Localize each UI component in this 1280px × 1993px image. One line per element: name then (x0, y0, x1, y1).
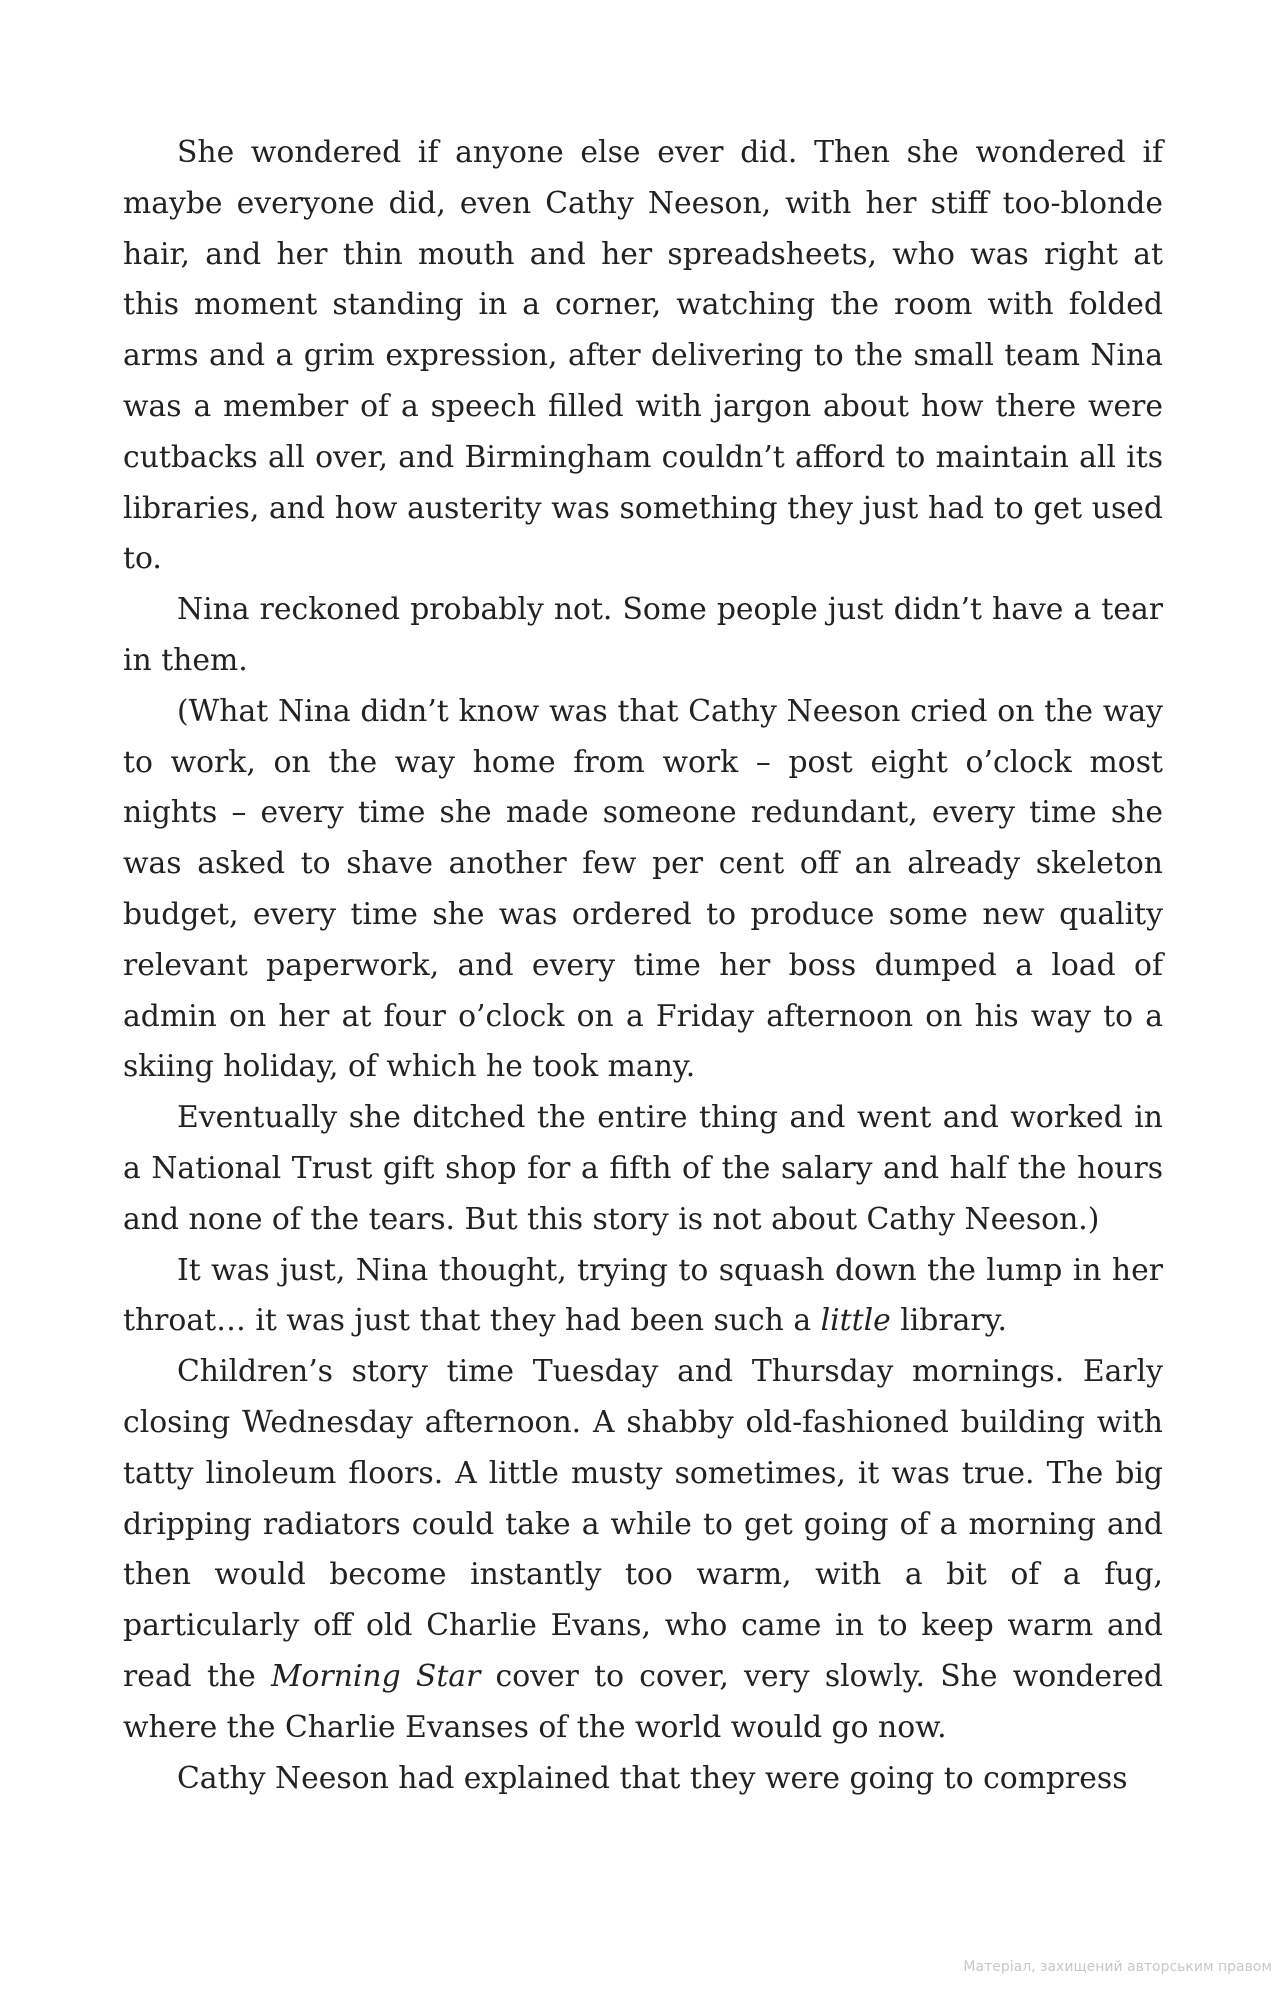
text-run: (What Nina didn’t know was that Cathy Neeson cried on the way to work, on the way home from work – post eight o’clock most nights – every time she made someone redundant, every time she was asked to shave another few per cent off an already skeleton budget, every time she was ordered to produce some new quality relevant paperwork, and every time her boss dumped a load of admin on her at four o’clock on a Friday afternoon on his way to a skiing holiday, of which he took many. (123, 693, 1163, 1085)
text-run: cover to cover, very slowly. She wondered where the Charlie Evanses of the world would go now. (123, 1658, 1163, 1745)
paragraph-7 (123, 1754, 1163, 1805)
paragraph-1 (123, 128, 1163, 585)
paragraph-3 (123, 687, 1163, 1093)
text-run: Eventually she ditched the entire thing and went and worked in a National Trust gift shop for a fifth of the salary and half the hours and none of the tears. But this story is not about Cathy Neeson.) (123, 1100, 1163, 1237)
paragraph-5 (123, 1246, 1163, 1348)
paragraph-4 (123, 1093, 1163, 1245)
paragraph-6 (123, 1347, 1163, 1753)
text-run: Cathy Neeson had explained that they were going to compress (177, 1760, 1128, 1796)
paragraph-2 (123, 585, 1163, 687)
text-run: Children’s story time Tuesday and Thursday mornings. Early closing Wednesday afternoon. A shabby old-fashioned building with tatty linoleum floors. A little musty sometimes, it was true. The big dripping radiators could take a while to get going of a morning and then would become instantly too warm, with a bit of a fug, particularly off old Charlie Evans, who came in to keep warm and read the (123, 1354, 1163, 1694)
italic-text-run: little (820, 1303, 891, 1339)
text-run: It was just, Nina thought, trying to squash down the lump in her throat… it was just that they had been such a (123, 1252, 1163, 1339)
text-run: She wondered if anyone else ever did. Then she wondered if maybe everyone did, even Cathy Neeson, with her stiff too-blonde hair, and her thin mouth and her spreadsheets, who was right at this moment standing in a corner, watching the room with folded arms and a grim expression, after delivering to the small team Nina was a member of a speech filled with jargon about how there were cutbacks all over, and Birmingham couldn’t afford to maintain all its libraries, and how austerity was something they just had to get used to. (123, 135, 1163, 577)
book-page-body (123, 128, 1163, 1804)
text-run: library. (890, 1303, 1007, 1339)
copyright-watermark: Матеріал, захищений авторським правом (963, 1959, 1272, 1975)
italic-text-run: Morning Star (271, 1658, 481, 1694)
text-run: Nina reckoned probably not. Some people just didn’t have a tear in them. (123, 592, 1163, 678)
